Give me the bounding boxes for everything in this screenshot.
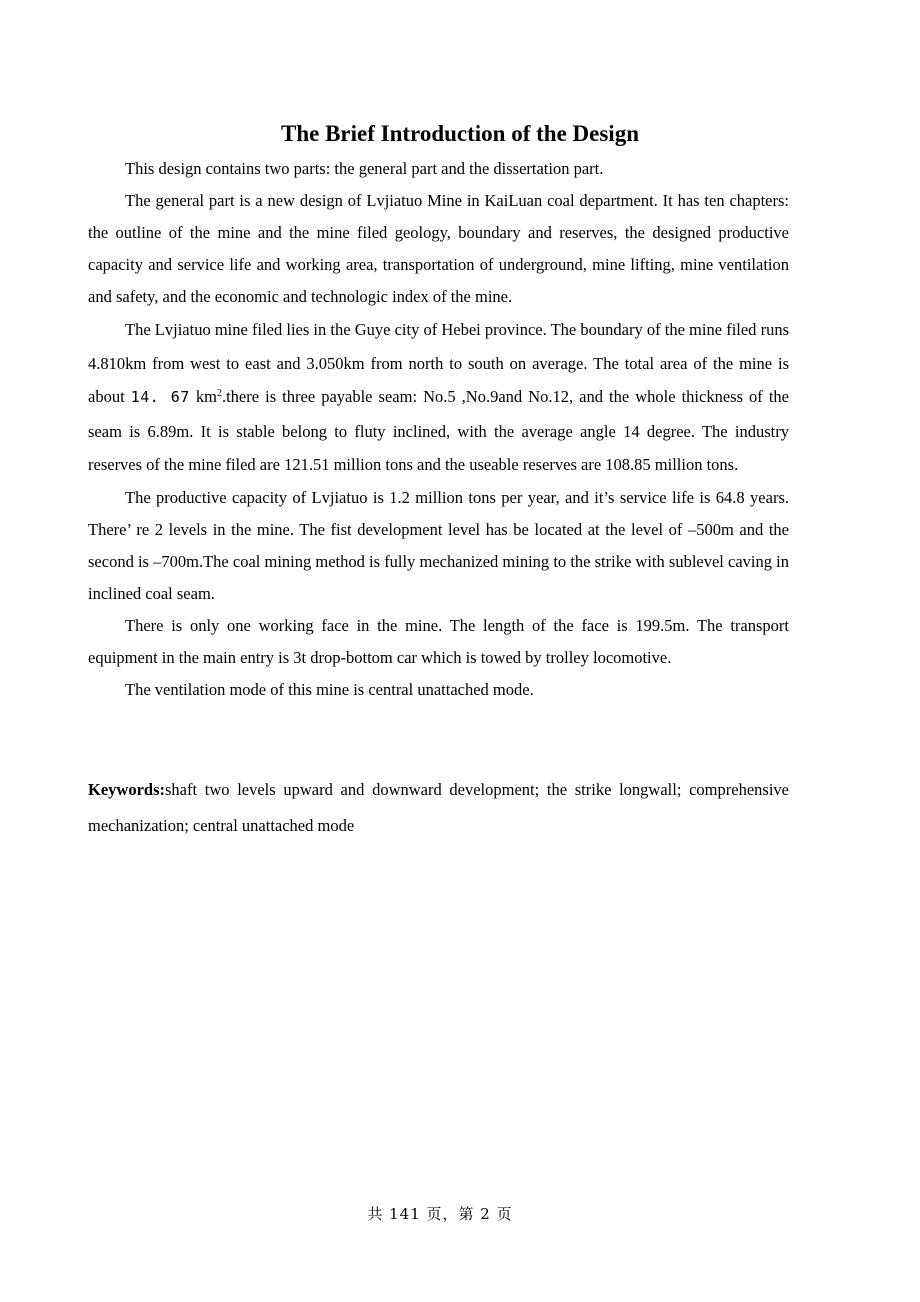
mine-area-value: 14. 67 [130, 388, 190, 406]
keywords-label: Keywords: [88, 780, 165, 799]
mine-area-unit-superscript: 2 [216, 388, 222, 399]
paragraph-mine-field [88, 313, 789, 482]
paragraph-working-face: There is only one working face in the mine. The length of the face is 199.5m. The transport equipment in the main entry is 3t drop-bottom car which is towed by trolley locomotive. [88, 615, 789, 667]
paragraph-productive-capacity: The productive capacity of Lvjiatuo is 1.2 million tons per year, and it’s service life is 64.8 years. There’ re 2 levels in the mine. The fist development level has be located at the level of –500m and the second is –700m.The coal mining method is fully mechanized mining to the strike with sublevel caving in inclined coal seam. [88, 487, 789, 603]
document-title: The Brief Introduction of the Design [281, 121, 639, 146]
mine-area-unit: km [189, 387, 217, 406]
keywords-section [88, 772, 789, 844]
document-body [88, 153, 789, 706]
keywords-text: shaft two levels upward and downward development; the strike longwall; comprehensive mechanization; central unattached mode [88, 780, 789, 835]
paragraph-intro: This design contains two parts: the general part and the dissertation part. [125, 159, 604, 178]
paragraph-general-part: The general part is a new design of Lvjiatuo Mine in KaiLuan coal department. It has ten chapters: the outline of the mine and the mine filed geology, boundary and reserves, the designed productive capacity and service life and working area, transportation of underground, mine lifting, mine ventilation and safety, and the economic and technologic index of the mine. [88, 191, 789, 306]
mine-field-text-end: .there is three payable seam: No.5 ,No.9and No.12, and the whole thickness of the seam is 6.89m. It is stable belong to fluty inclined, with the average angle 14 degree. The industry reserves of the mine filed are 121.51 million tons and the useable reserves are 108.85 million tons. [88, 387, 789, 474]
mine-field-text-start: The Lvjiatuo mine filed lies in the Guye city of Hebei province. The boundary of the mine filed runs 4.810km from west to east and 3.050km from north to south on average. The total area of the mine is about [88, 320, 789, 406]
page-footer: 共 141 页，第 2 页 [367, 1205, 513, 1223]
paragraph-ventilation: The ventilation mode of this mine is central unattached mode. [125, 679, 534, 699]
